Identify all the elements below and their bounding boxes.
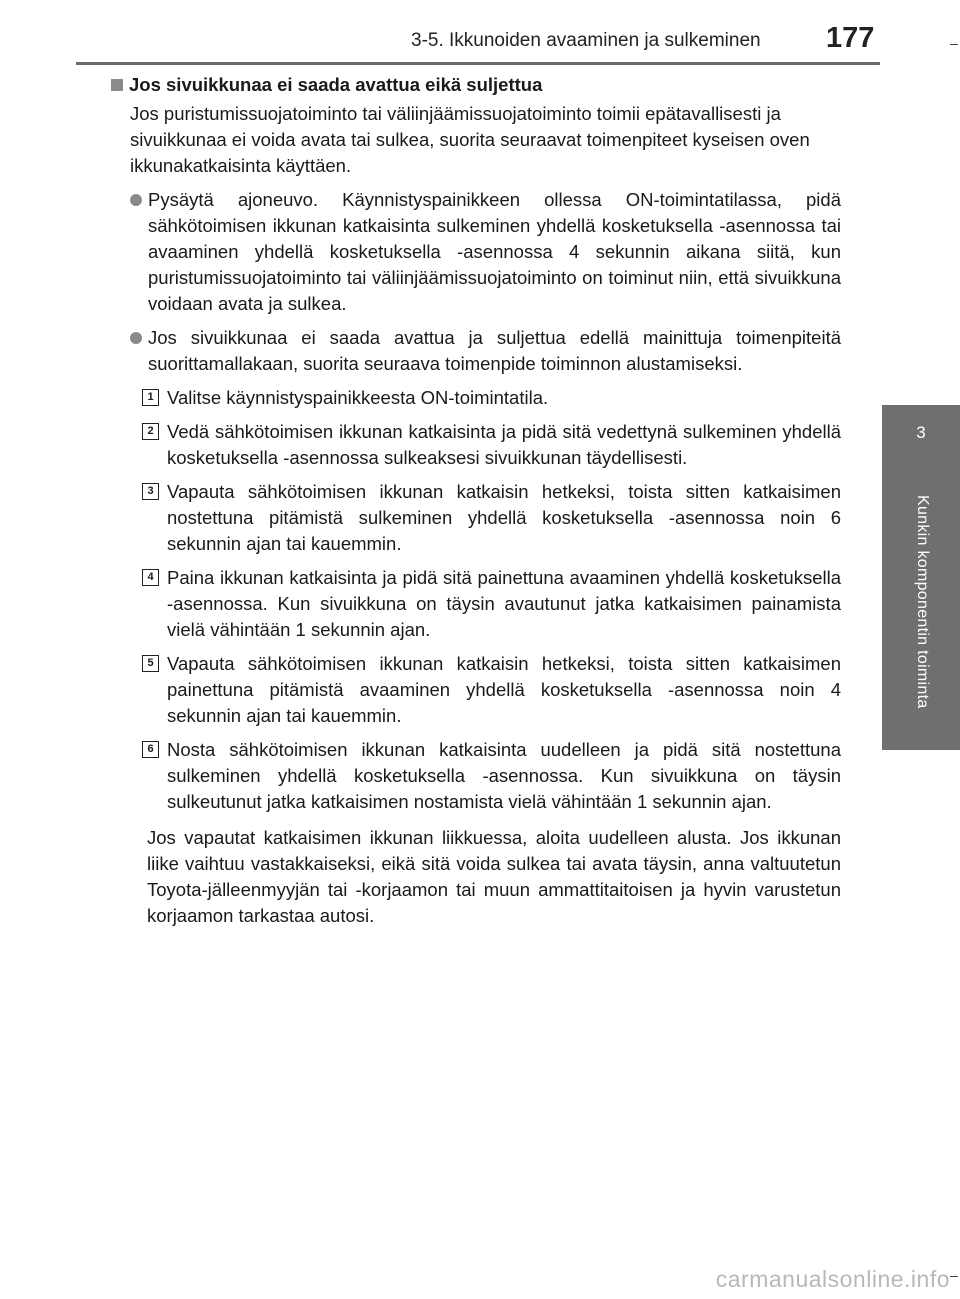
step-text: Vapauta sähkötoimisen ikkunan katkaisin hetkeksi, toista sitten katkaisimen nostettuna pitämistä sulkeminen yhdellä kosketuksella -asennossa noin 6 sekunnin ajan tai kauemmin. [167,481,841,554]
bullet-item [130,325,841,377]
step-number-box: 1 [142,389,159,406]
page-header [0,0,880,62]
closing-paragraph: Jos vapautat katkaisimen ikkunan liikkuessa, aloita uudelleen alusta. Jos ikkunan liike vaihtuu vastakkaiseksi, eikä sitä voida sulkea tai avata täysin, anna valtuutetun Toyota-jälleenmyyjän tai -korjaamon tai muun ammattitaitoisen ja hyvin varustetun korjaamon tarkastaa autosi. [147,827,841,926]
step-item [142,651,841,729]
step-text: Vapauta sähkötoimisen ikkunan katkaisin hetkeksi, toista sitten katkaisimen painettuna pitämistä avaaminen yhdellä kosketuksella -asennossa noin 4 sekunnin ajan tai kauemmin. [167,653,841,726]
step-text: Valitse käynnistyspainikkeesta ON-toimintatila. [167,387,549,408]
step-item [142,737,841,815]
bullet-text: Pysäytä ajoneuvo. Käynnistyspainikkeen ollessa ON-toimintatilassa, pidä sähkötoimisen ikkunan katkaisinta sulkeminen yhdellä kosketuksella -asennossa tai avaaminen yhdellä kosketuksella -asennossa 4 sekunnin aikana siitä, kun puristumissuojatoiminto tai väliinjäämissuojatoiminto on toiminut niin, että sivuikkuna voidaan avata ja sulkea. [148,189,841,314]
step-number-box: 6 [142,741,159,758]
step-number-box: 3 [142,483,159,500]
intro-paragraph: Jos puristumissuojatoiminto tai väliinjäämissuojatoiminto toimii epätavallisesti ja sivuikkunaa ei voida avata tai sulkea, suorita seuraavat toimenpiteet kyseisen oven ikkunakatkaisinta käyttäen. [130,103,810,176]
step-text: Vedä sähkötoimisen ikkunan katkaisinta ja pidä sitä vedettynä sulkeminen yhdellä kosketuksella -asennossa sulkeaksesi sivuikkunan täydellisesti. [167,421,841,468]
chapter-side-tab [882,405,960,750]
chapter-label: Kunkin komponentin toiminta [914,495,931,709]
step-item [142,385,841,411]
step-number-box: 4 [142,569,159,586]
watermark: carmanualsonline.info [715,1266,950,1292]
chapter-title: 3-5. Ikkunoiden avaaminen ja sulkeminen [411,30,761,51]
square-bullet-icon [111,79,123,91]
page-number: 177 [826,22,875,54]
bullet-item [130,187,841,317]
bullet-text: Jos sivuikkunaa ei saada avattua ja suljettua edellä mainittuja toimenpiteitä suorittamallakaan, suorita seuraava toimenpide toiminnon alustamiseksi. [148,327,841,374]
section-heading-text: Jos sivuikkunaa ei saada avattua eikä suljettua [129,74,543,95]
page-content [111,72,841,929]
step-number-box: 5 [142,655,159,672]
section-heading [111,72,841,98]
step-text: Paina ikkunan katkaisinta ja pidä sitä painettuna avaaminen yhdellä kosketuksella -asennossa. Kun sivuikkuna on täysin avautunut jatka katkaisimen painamista vielä vähintään 1 sekunnin ajan. [167,567,841,640]
circle-bullet-icon [130,194,142,206]
chapter-number: 3 [916,423,926,442]
circle-bullet-icon [130,332,142,344]
step-list [142,385,841,815]
crop-mark [950,44,958,45]
step-item [142,419,841,471]
step-item [142,479,841,557]
header-rule [76,62,880,65]
step-number-box: 2 [142,423,159,440]
step-text: Nosta sähkötoimisen ikkunan katkaisinta uudelleen ja pidä sitä nostettuna sulkeminen yhdellä kosketuksella -asennossa. Kun sivuikkuna on täysin sulkeutunut jatka katkaisimen nostamista vielä vähintään 1 sekunnin ajan. [167,739,841,812]
crop-mark [950,1276,958,1277]
step-item [142,565,841,643]
